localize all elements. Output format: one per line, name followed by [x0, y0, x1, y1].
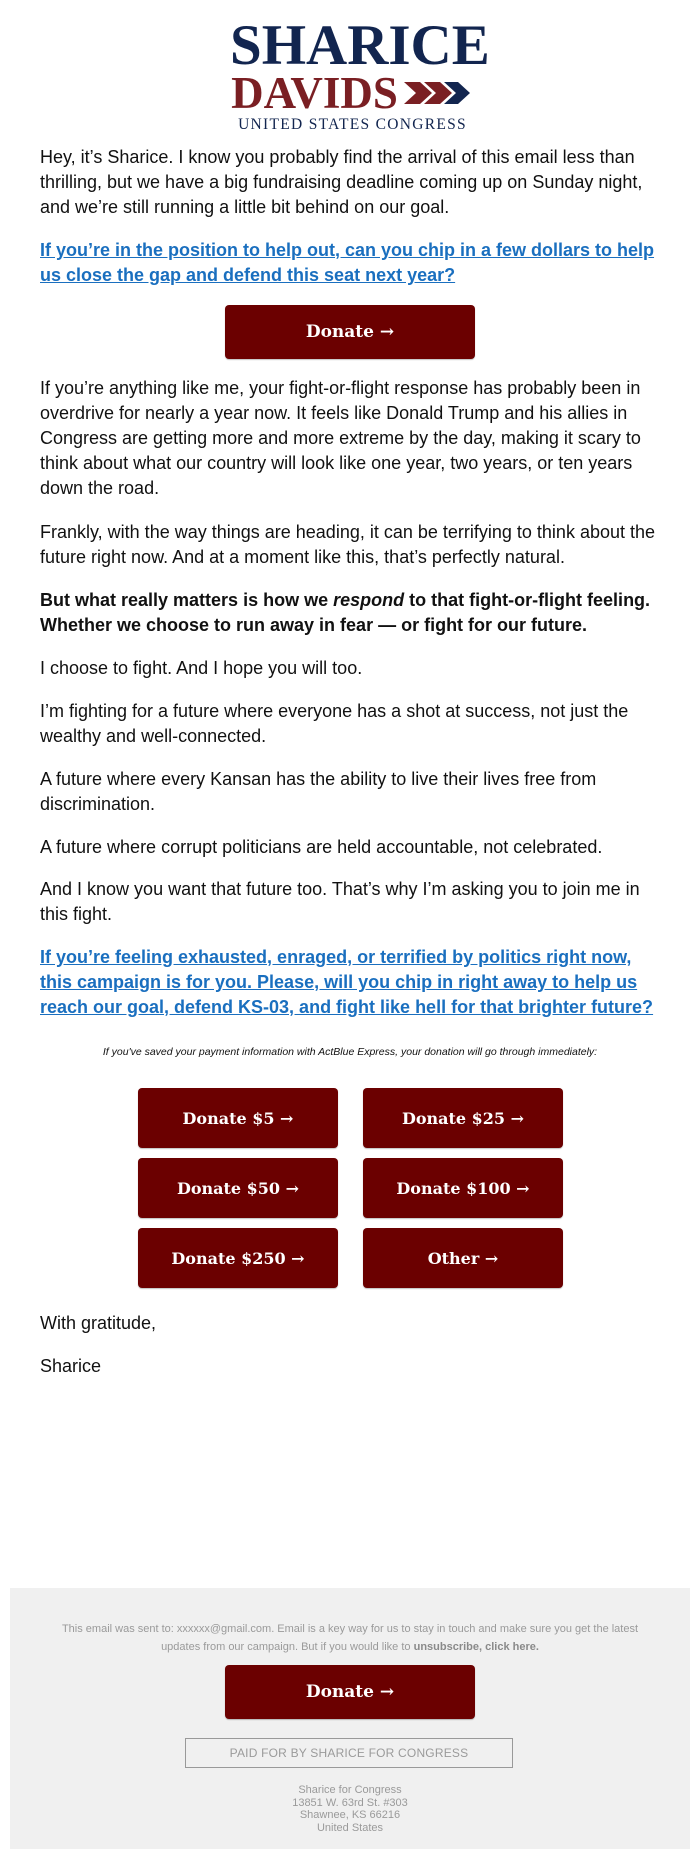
signature: Sharice — [40, 1356, 102, 1376]
arrow-chevrons-icon — [404, 80, 474, 106]
actblue-express-note: If you've saved your payment information with ActBlue Express, your donation will go through immediately: — [102, 1046, 598, 1058]
unsubscribe-link[interactable]: unsubscribe, click here. — [413, 1641, 539, 1653]
future-accountable-paragraph: A future where corrupt politicians are held accountable, not celebrated. — [40, 837, 603, 857]
footer-sent-to-text — [60, 1620, 640, 1656]
join-me-paragraph: And I know you want that future too. That’s why I’m asking you to join me in this fight. — [40, 879, 640, 924]
donate-button[interactable]: Donate → — [225, 305, 475, 359]
donate-100-button[interactable]: Donate $100 → — [363, 1158, 563, 1218]
logo-row — [230, 68, 475, 118]
donate-other-button[interactable]: Other → — [363, 1228, 563, 1288]
sharice-davids-logo — [230, 14, 490, 133]
campaign-link[interactable]: If you’re feeling exhausted, enraged, or terrified by politics right now, this campaign is for you. Please, will you chip in right away to help us reach our goal, defend KS-03, and fight like hell for that brighter future? — [40, 947, 654, 1017]
sent-to-prefix: This email was sent to: — [61, 1623, 177, 1635]
future-kansan-paragraph: A future where every Kansan has the ability to live their lives free from discrimination. — [40, 769, 597, 814]
respond-text-a: But what really matters is how we — [40, 590, 334, 610]
donate-250-button[interactable]: Donate $250 → — [138, 1228, 338, 1288]
closing-line: With gratitude, — [40, 1313, 157, 1333]
respond-emphasis: respond — [333, 590, 405, 610]
logo-name-first: SHARICE — [230, 14, 490, 77]
paid-for-by-box: PAID FOR BY SHARICE FOR CONGRESS — [185, 1738, 513, 1768]
fight-or-flight-paragraph: If you’re anything like me, your fight-or-flight response has probably been in overdrive for nearly a year now. It feels like Donald Trump and his allies in Congress are getting more and more extreme by the day, making it scary to think about what our country will look like one year, two years, or ten years down the road. — [40, 378, 641, 498]
address-line: United States — [316, 1821, 384, 1834]
address-line: Sharice for Congress — [298, 1784, 402, 1796]
logo-name-last: DAVIDS — [231, 68, 398, 118]
chip-in-link[interactable]: If you’re in the position to help out, can you chip in a few dollars to help us close the gap and defend this seat next year? — [40, 240, 655, 285]
mailing-address — [10, 1784, 690, 1834]
donate-25-button[interactable]: Donate $25 → — [363, 1088, 563, 1148]
choose-to-fight-paragraph: I choose to fight. And I hope you will too. — [40, 658, 363, 678]
respond-text-b: to that fight-or-flight feeling. Whether we choose to run away in fear — or fight for our future. — [40, 590, 651, 635]
address-line: 13851 W. 63rd St. #303 — [292, 1796, 408, 1809]
donate-5-button[interactable]: Donate $5 → — [138, 1088, 338, 1148]
intro-paragraph: Hey, it’s Sharice. I know you probably find the arrival of this email less than thrilling, but we have a big fundraising deadline coming up on Sunday night, and we’re still running a little bit behind on our goal. — [40, 147, 643, 217]
terrifying-paragraph: Frankly, with the way things are heading, it can be terrifying to think about the future right now. And at a moment like this, that’s perfectly natural. — [40, 522, 656, 567]
logo-subtitle: UNITED STATES CONGRESS — [238, 116, 467, 133]
footer-donate-button[interactable]: Donate → — [225, 1665, 475, 1719]
recipient-email: xxxxxx@gmail.com — [176, 1623, 272, 1635]
respond-paragraph — [40, 588, 665, 638]
sent-to-suffix: . Email is a key way for us to stay in touch and make sure you get the latest updates from our campaign. But if you would like to — [161, 1623, 639, 1653]
footer — [10, 1588, 690, 1849]
address-line: Shawnee, KS 66216 — [299, 1809, 401, 1821]
donate-50-button[interactable]: Donate $50 → — [138, 1158, 338, 1218]
future-success-paragraph: I’m fighting for a future where everyone has a shot at success, not just the wealthy and well-connected. — [40, 701, 629, 746]
